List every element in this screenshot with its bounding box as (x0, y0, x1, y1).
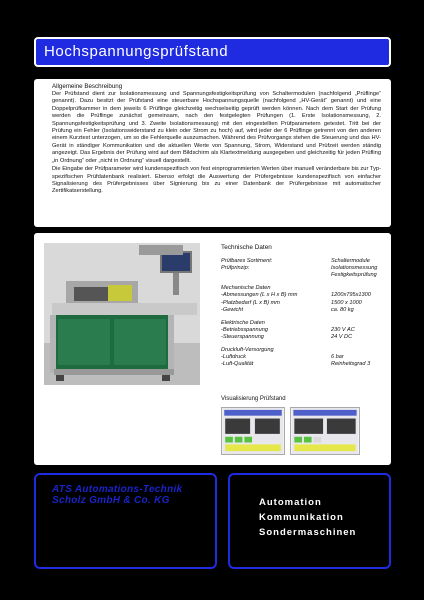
elec-heading: Elektrische Daten (221, 319, 265, 326)
company-name (52, 484, 182, 506)
spec-row (221, 258, 387, 265)
spec-value: 24 V DC (331, 333, 353, 340)
spec-key: Prüfprinzip: (221, 265, 250, 272)
spec-key: -Steuerspannung (221, 333, 264, 340)
spec-key (221, 272, 331, 279)
spec-row (221, 272, 387, 279)
spec-key: Prüfbares Sortiment: (221, 258, 273, 265)
air-heading: Druckluft-Versorgung (221, 347, 274, 354)
spec-key: -Luft-Qualität (221, 361, 254, 368)
tagline-line: Kommunikation (259, 512, 344, 523)
spec-value: Festigkeitsprüfung (331, 272, 377, 279)
tagline-line: Automation (259, 497, 322, 508)
page-title: Hochspannungsprüfstand (34, 37, 391, 67)
spec-key: -Luftdruck (221, 354, 246, 361)
spec-value: 230 V AC (331, 326, 355, 333)
description-paragraph: Der Prüfstand dient zur Isolationsmessung und Spannungsfestigkeitsprüfung von Schaltermodulen (nachfolgend „Prüflinge“ genannt). Dazu besitzt der Prüfstand eine steuerbare Hochspannungsquelle (nachfolgend „HV-Gerät“ genannt) und eine Doppelprüfkammer in dem jeweils 6 Prüflinge gleichzeitig wechselseitig geprüft werden können. Nach dem Start der Prüfung werden die Prüflinge zunächst gemeinsam, nach den festgelegten Prüfungen (1. Erste Isolationsmessung, 2. Spannungsfestigkeitsprüfung und 3. Zweite Isolationsmessung) mit den eingestellten Prüfparametern getestet. Tritt bei der Prüfung ein Fehler (Isolationswiderstand zu klein oder Strom zu hoch) auf, wird jeder der 6 Prüflinge getrennt von den anderen einem Kurztest unterzogen, um so die Fehlerquelle auszumachen. Während des Prüfvorgangs stehen die Steuerung und das HV-Gerät in ständiger Kommunikation und die aktuellen Werte von Spannung, Strom, Widerstand und Prüfzeit werden ständig angezeigt. Das Ergebnis der Prüfung wird auf dem Bildschirm als Klartextmeldung ausgegeben und gleichzeitig für jeden Prüfling „in Ordnung“ oder „nicht in Ordnung“ visuell dargestellt. (52, 90, 381, 164)
description-panel (34, 79, 391, 227)
spec-row (221, 300, 387, 307)
spec-row (221, 361, 387, 368)
description-heading: Allgemeine Beschreibung (52, 83, 123, 90)
spec-value: Schaltermodule (331, 258, 370, 265)
spec-row (221, 334, 387, 341)
spec-row (221, 292, 387, 299)
spec-list (221, 244, 387, 368)
tagline-box (228, 473, 391, 569)
spec-value: Isolationsmessung (331, 265, 378, 272)
company-name-line-2: Scholz GmbH & Co. KG (52, 495, 170, 506)
spec-heading: Technische Daten (221, 244, 272, 251)
spec-row (221, 354, 387, 361)
spec-key: -Abmessungen (L x H x B) mm (221, 292, 298, 299)
spec-value: ca. 80 kg (331, 306, 354, 313)
spec-key: -Betriebsspannung (221, 326, 268, 333)
spec-value: 1200x795x1300 (331, 292, 371, 299)
mech-heading: Mechanische Daten (221, 285, 271, 292)
spec-row (221, 265, 387, 272)
test-bench-photo (44, 243, 200, 385)
spec-key: -Platzbedarf (L x B) mm (221, 299, 280, 306)
company-box (34, 473, 217, 569)
spec-value: Reinheitsgrad 3 (331, 361, 371, 368)
visualization-heading: Visualisierung Prüfstand (221, 396, 286, 402)
spec-value: 1500 x 1000 (331, 299, 362, 306)
description-paragraph: Die Eingabe der Prüfparameter wird kundenspezifisch von fest einprogrammierten Werten über manuell veränderbare bis zur Typ-spezifischen Prüfdatenbank realisiert. Ebenso erfolgt die Auswertung der Prüfergebnisse kundenspezifisch von einfacher Signalisierung des Prüfergebnisses über Signierung bis zu einer Datenbank der Prüfergebnisse mit automatischer Zertifikatserstellung. (52, 166, 381, 195)
spec-row (221, 327, 387, 334)
spec-value: 6 bar (331, 354, 344, 361)
visualization-screenshot-1 (221, 407, 285, 455)
tagline-line: Sondermaschinen (259, 527, 357, 538)
spec-row (221, 307, 387, 314)
spec-key: -Gewicht (221, 306, 244, 313)
company-name-line-1: ATS Automations-Technik (52, 484, 183, 495)
visualization-screenshot-2 (290, 407, 360, 455)
